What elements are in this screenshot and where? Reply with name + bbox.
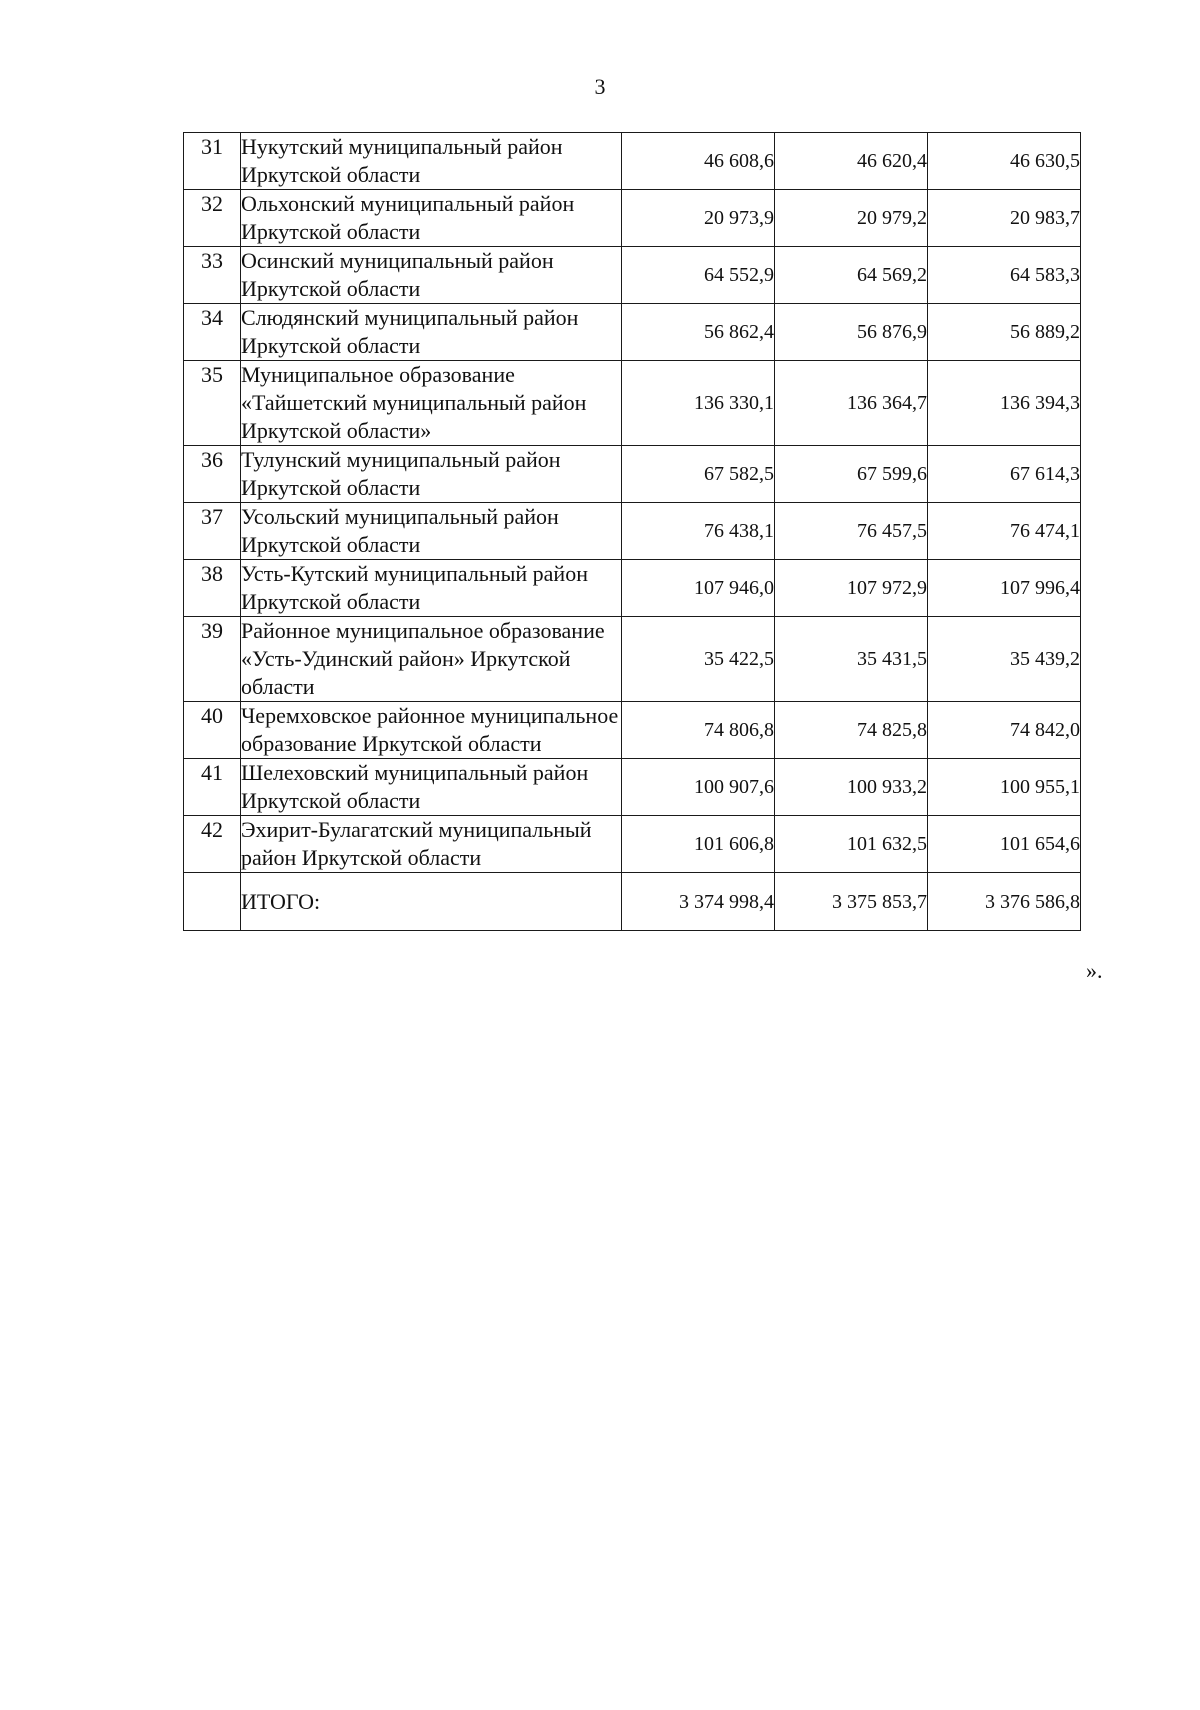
row-value-3: 74 842,0 bbox=[928, 702, 1081, 759]
row-value-2: 20 979,2 bbox=[775, 190, 928, 247]
table-row bbox=[184, 702, 1081, 759]
row-value-1: 100 907,6 bbox=[622, 759, 775, 816]
total-value-1: 3 374 998,4 bbox=[622, 873, 775, 931]
row-value-3: 46 630,5 bbox=[928, 133, 1081, 190]
row-value-3: 67 614,3 bbox=[928, 446, 1081, 503]
row-value-2: 74 825,8 bbox=[775, 702, 928, 759]
row-value-2: 56 876,9 bbox=[775, 304, 928, 361]
row-value-1: 76 438,1 bbox=[622, 503, 775, 560]
row-number: 33 bbox=[184, 247, 241, 304]
row-value-2: 136 364,7 bbox=[775, 361, 928, 446]
closing-quote: ». bbox=[1086, 958, 1103, 983]
row-value-3: 20 983,7 bbox=[928, 190, 1081, 247]
row-number: 39 bbox=[184, 617, 241, 702]
row-name: Осинский муниципальный район Иркутской области bbox=[241, 247, 622, 304]
row-value-1: 20 973,9 bbox=[622, 190, 775, 247]
total-row bbox=[184, 873, 1081, 931]
row-name: Слюдянский муниципальный район Иркутской области bbox=[241, 304, 622, 361]
table-row bbox=[184, 503, 1081, 560]
row-number: 38 bbox=[184, 560, 241, 617]
budget-table bbox=[183, 132, 1081, 931]
table-row bbox=[184, 617, 1081, 702]
row-name: Районное муниципальное образование «Усть-Удинский район» Иркутской области bbox=[241, 617, 622, 702]
row-number: 40 bbox=[184, 702, 241, 759]
row-value-3: 76 474,1 bbox=[928, 503, 1081, 560]
row-number: 32 bbox=[184, 190, 241, 247]
row-name: Тулунский муниципальный район Иркутской области bbox=[241, 446, 622, 503]
row-number: 35 bbox=[184, 361, 241, 446]
row-number: 41 bbox=[184, 759, 241, 816]
row-value-1: 74 806,8 bbox=[622, 702, 775, 759]
row-value-1: 56 862,4 bbox=[622, 304, 775, 361]
row-value-2: 35 431,5 bbox=[775, 617, 928, 702]
row-value-1: 67 582,5 bbox=[622, 446, 775, 503]
row-value-2: 64 569,2 bbox=[775, 247, 928, 304]
table-row bbox=[184, 247, 1081, 304]
row-name: Ольхонский муниципальный район Иркутской области bbox=[241, 190, 622, 247]
row-value-2: 100 933,2 bbox=[775, 759, 928, 816]
row-value-2: 76 457,5 bbox=[775, 503, 928, 560]
row-value-2: 107 972,9 bbox=[775, 560, 928, 617]
row-value-2: 67 599,6 bbox=[775, 446, 928, 503]
row-value-3: 107 996,4 bbox=[928, 560, 1081, 617]
row-value-3: 100 955,1 bbox=[928, 759, 1081, 816]
table-row bbox=[184, 816, 1081, 873]
total-label: ИТОГО: bbox=[241, 873, 622, 931]
row-name: Эхирит-Булагатский муниципальный район Иркутской области bbox=[241, 816, 622, 873]
row-value-1: 136 330,1 bbox=[622, 361, 775, 446]
table-row bbox=[184, 133, 1081, 190]
table-row bbox=[184, 759, 1081, 816]
row-name: Шелеховский муниципальный район Иркутской области bbox=[241, 759, 622, 816]
page-number: 3 bbox=[594, 74, 606, 99]
row-value-1: 101 606,8 bbox=[622, 816, 775, 873]
row-number: 36 bbox=[184, 446, 241, 503]
table-row bbox=[184, 446, 1081, 503]
row-name: Черемховское районное муниципальное образование Иркутской области bbox=[241, 702, 622, 759]
row-number: 34 bbox=[184, 304, 241, 361]
row-value-3: 35 439,2 bbox=[928, 617, 1081, 702]
row-value-1: 46 608,6 bbox=[622, 133, 775, 190]
row-value-3: 56 889,2 bbox=[928, 304, 1081, 361]
row-value-3: 136 394,3 bbox=[928, 361, 1081, 446]
row-value-1: 35 422,5 bbox=[622, 617, 775, 702]
total-value-3: 3 376 586,8 bbox=[928, 873, 1081, 931]
total-number bbox=[184, 873, 241, 931]
row-value-3: 64 583,3 bbox=[928, 247, 1081, 304]
row-value-2: 101 632,5 bbox=[775, 816, 928, 873]
row-value-2: 46 620,4 bbox=[775, 133, 928, 190]
table-row bbox=[184, 361, 1081, 446]
row-number: 42 bbox=[184, 816, 241, 873]
row-number: 37 bbox=[184, 503, 241, 560]
row-name: Усть-Кутский муниципальный район Иркутской области bbox=[241, 560, 622, 617]
row-value-3: 101 654,6 bbox=[928, 816, 1081, 873]
row-value-1: 64 552,9 bbox=[622, 247, 775, 304]
row-name: Муниципальное образование «Тайшетский муниципальный район Иркутской области» bbox=[241, 361, 622, 446]
table-row bbox=[184, 190, 1081, 247]
table-row bbox=[184, 560, 1081, 617]
total-value-2: 3 375 853,7 bbox=[775, 873, 928, 931]
row-number: 31 bbox=[184, 133, 241, 190]
table-row bbox=[184, 304, 1081, 361]
row-name: Нукутский муниципальный район Иркутской области bbox=[241, 133, 622, 190]
row-value-1: 107 946,0 bbox=[622, 560, 775, 617]
row-name: Усольский муниципальный район Иркутской области bbox=[241, 503, 622, 560]
